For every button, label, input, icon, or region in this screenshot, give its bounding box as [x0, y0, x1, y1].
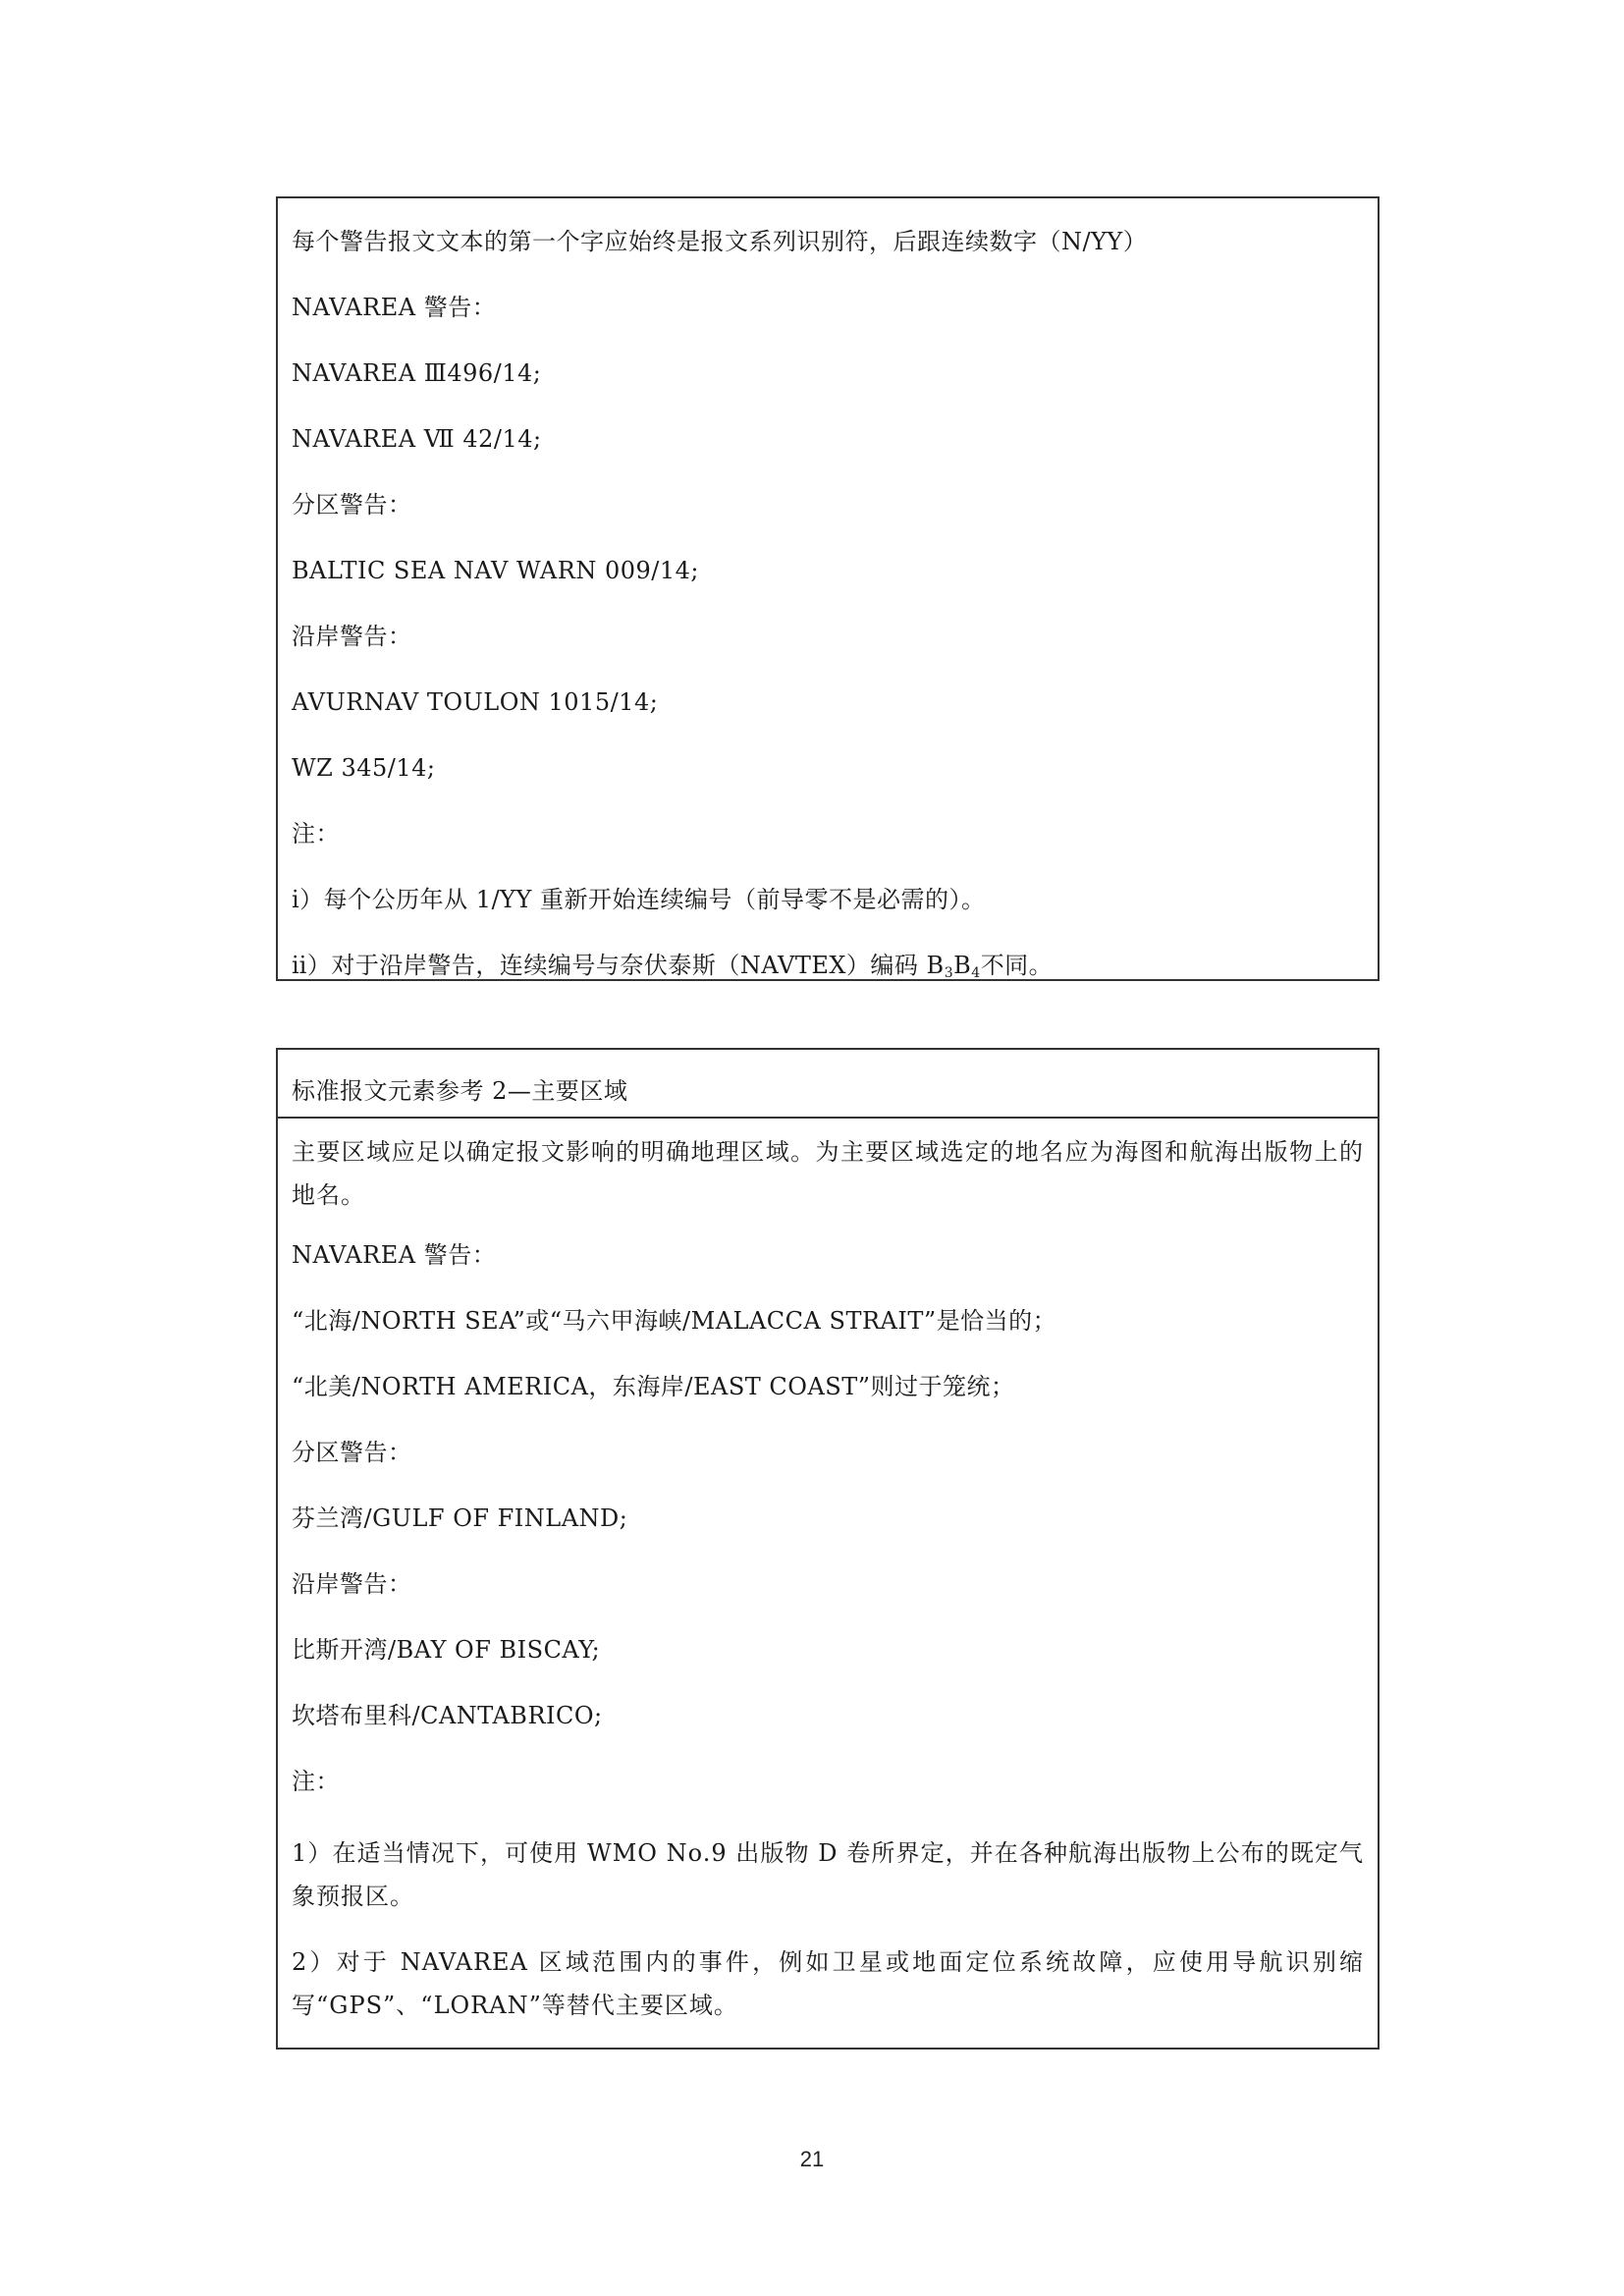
box1-line-note-i: ⅰ）每个公历年从 1/YY 重新开始连续编号（前导零不是必需的）。	[292, 886, 986, 913]
box1-line-subarea-heading: 分区警告：	[292, 491, 412, 519]
box2-line-navarea-heading: NAVAREA 警告：	[292, 1241, 497, 1269]
box2-line-navarea-bad-example: “北美/NORTH AMERICA，东海岸/EAST COAST”则过于笼统；	[292, 1373, 1015, 1400]
principal-area-header	[278, 1050, 1378, 1119]
box1-line-navarea-example-2: NAVAREA Ⅶ 42/14;	[292, 425, 542, 453]
box2-intro-paragraph: 主要区域应足以确定报文影响的明确地理区域。为主要区域选定的地名应为海图和航海出版物上的地名。	[292, 1138, 1364, 1209]
principal-area-box	[276, 1048, 1380, 2050]
note-ii-subscript-3: 3	[944, 965, 954, 981]
box1-line-intro: 每个警告报文文本的第一个字应始终是报文系列识别符，后跟连续数字（N/YY）	[292, 228, 1148, 255]
principal-area-title: 标准报文元素参考 2—主要区域	[292, 1077, 628, 1105]
box1-line-coastal-example-2: WZ 345/14;	[292, 754, 436, 782]
note-ii-suffix: 不同。	[980, 952, 1054, 979]
principal-area-body	[278, 1119, 1378, 2027]
box1-line-navarea-example-1: NAVAREA Ⅲ496/14;	[292, 359, 542, 387]
box2-line-subarea-heading: 分区警告：	[292, 1439, 412, 1466]
box2-note-2: 2）对于 NAVAREA 区域范围内的事件，例如卫星或地面定位系统故障，应使用导航识别缩写“GPS”、“LORAN”等替代主要区域。	[292, 1948, 1364, 2019]
box1-line-note-heading: 注：	[292, 820, 340, 847]
box1-line-note-ii	[292, 950, 1364, 981]
box2-line-navarea-good-example: “北海/NORTH SEA”或“马六甲海峡/MALACCA STRAIT”是恰当的；	[292, 1307, 1057, 1335]
box1-line-coastal-heading: 沿岸警告：	[292, 623, 412, 650]
message-series-identifier-box	[276, 196, 1380, 981]
note-ii-mid: B	[953, 952, 972, 979]
note-ii-prefix: ⅱ）对于沿岸警告，连续编号与奈伏泰斯（NAVTEX）编码 B	[292, 952, 945, 979]
box2-line-subarea-example: 芬兰湾/GULF OF FINLAND;	[292, 1504, 628, 1532]
box2-line-coastal-example-2: 坎塔布里科/CANTABRICO;	[292, 1702, 603, 1729]
box1-line-coastal-example-1: AVURNAV TOULON 1015/14;	[292, 688, 659, 716]
note-ii-subscript-4: 4	[971, 965, 981, 981]
box1-line-navarea-heading: NAVAREA 警告：	[292, 294, 497, 321]
box2-note-1: 1）在适当情况下，可使用 WMO No.9 出版物 D 卷所界定，并在各种航海出版物上公布的既定气象预报区。	[292, 1839, 1364, 1910]
box2-line-note-heading: 注：	[292, 1768, 340, 1795]
box2-line-coastal-example-1: 比斯开湾/BAY OF BISCAY;	[292, 1636, 601, 1664]
box1-line-subarea-example: BALTIC SEA NAV WARN 009/14;	[292, 557, 699, 584]
box2-line-coastal-heading: 沿岸警告：	[292, 1570, 412, 1598]
page-number: 21	[799, 2147, 825, 2171]
